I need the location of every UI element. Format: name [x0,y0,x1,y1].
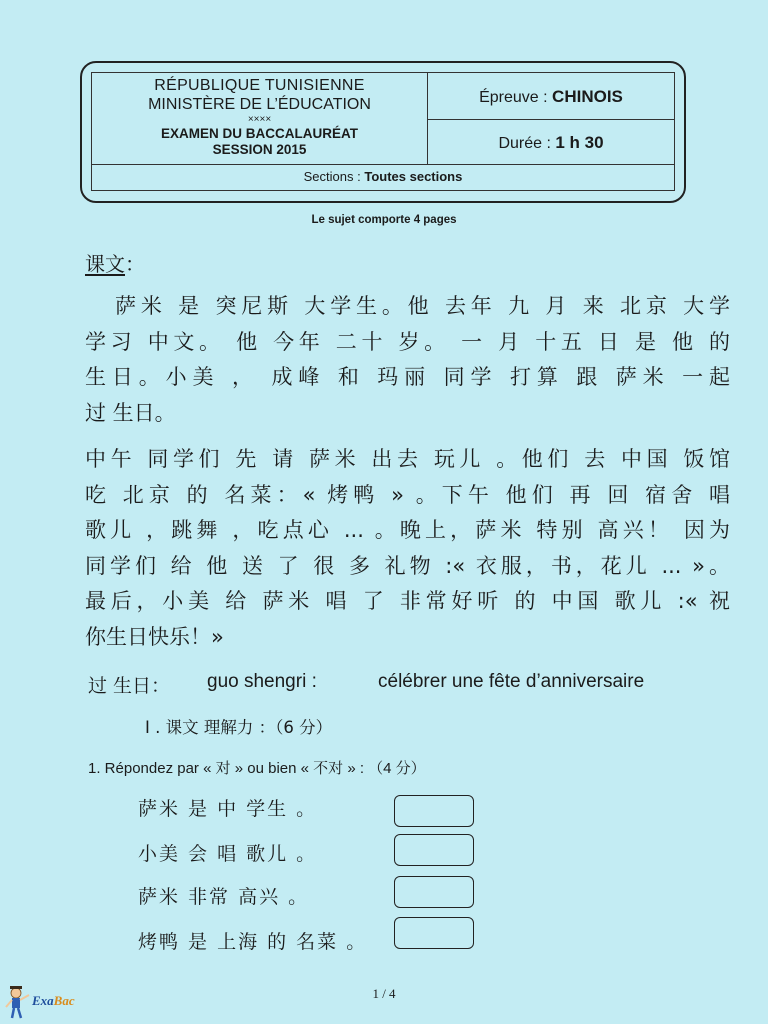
sections-label: Sections : [303,169,365,184]
duree-field [428,133,674,153]
question-1: 1. Répondez par « 对 » ou bien « 不对 » : （4 分） [88,760,426,777]
exam-label: EXAMEN DU BACCALAURÉAT [161,126,358,141]
epreuve-label: Épreuve : [479,89,553,106]
paragraph-line: 最后，小美 给 萨米 唱 了 非常好听 的 中国 歌儿 :« 祝 [85,589,730,613]
paragraph-1 [85,289,730,431]
header-institution [92,76,427,158]
text-heading [85,248,145,277]
paragraph-2 [85,442,730,655]
answer-box-3[interactable] [394,876,474,908]
gloss-french: célébrer une fête d’anniversaire [378,671,645,692]
epreuve-field [428,87,674,107]
paragraph-line: 生日。小美 ， 成峰 和 玛丽 同学 打算 跟 萨米 一起 [85,365,730,389]
page-number: 1 / 4 [372,986,396,1001]
paragraph-line: 歌儿 ，跳舞 ，吃点心 ... 。晚上，萨米 特别 高兴！ 因为 [85,518,730,542]
gloss-pinyin: guo shengri : [207,671,317,692]
paragraph-line: 吃 北京 的 名菜：« 烤鸭 » 。下午 他们 再 回 宿舍 唱 [85,482,730,507]
duree-label: Durée : [498,135,556,152]
pages-note: Le sujet comporte 4 pages [311,214,457,226]
paragraph-line: 同学们 给 他 送 了 很 多 礼物 :« 衣服，书，花儿 ... »。 [85,553,730,578]
paragraph-line: 萨米 是 突尼斯 大学生。他 去年 九 月 来 北京 大学 [115,294,730,318]
republic-label: RÉPUBLIQUE TUNISIENNE [154,77,365,94]
statement-2: 小美 会 唱 歌儿 。 [138,843,318,865]
statement-4: 烤鸭 是 上海 的 名菜 。 [138,931,368,953]
duree-value: 1 h 30 [555,133,604,152]
paragraph-line: 你生日快乐！» [85,624,224,649]
answer-box-2[interactable] [394,834,474,866]
paragraph-line: 中午 同学们 先 请 萨米 出去 玩儿 。他们 去 中国 饭馆 [85,447,730,471]
logo-part-1: Exa [32,993,54,1008]
epreuve-value: CHINOIS [552,87,623,106]
statement-3: 萨米 非常 高兴 。 [138,886,310,908]
ministry-label: MINISTÈRE DE L’ÉDUCATION [148,96,371,113]
logo-part-2: Bac [53,993,75,1008]
text-heading-label: 课文 [85,252,125,276]
answer-box-1[interactable] [394,795,474,827]
statement-1: 萨米 是 中 学生 。 [138,798,318,820]
exabac-logo [32,993,75,1009]
answer-box-4[interactable] [394,917,474,949]
text-heading-colon: ： [125,252,145,276]
header-stars: ×××× [247,114,272,125]
sections-field [92,169,674,184]
header-divider-right [428,119,674,120]
session-label: SESSION 2015 [212,142,307,157]
paragraph-line: 过 生日。 [85,400,176,425]
header-divider-bottom [92,164,674,165]
gloss-chinese: 过 生日： [88,675,171,697]
paragraph-line: 学习 中文。 他 今年 二十 岁。 一 月 十五 日 是 他 的 [85,329,730,354]
sections-value: Toutes sections [364,169,463,184]
section-1-title: I . 课文 理解力 ：（6 分） [145,718,333,737]
